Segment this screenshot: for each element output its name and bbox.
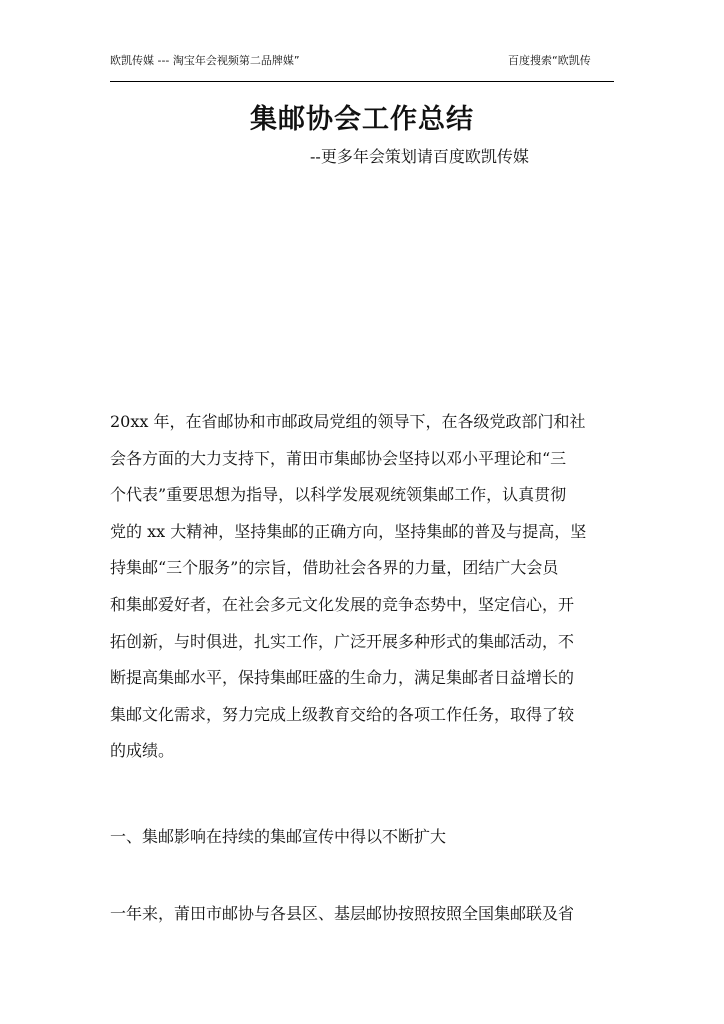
paragraph-1-line: 的成绩。 [110,741,175,761]
paragraph-1-line: 20xx 年，在省邮协和市邮政局党组的领导下，在各级党政部门和社 [110,412,586,431]
paragraph-1-line: 个代表”重要思想为指导，以科学发展观统领集邮工作，认真贯彻 [110,485,567,505]
section-heading-1: 一、集邮影响在持续的集邮宣传中得以不断扩大 [110,827,447,846]
document-title: 集邮协会工作总结 [250,104,474,135]
paragraph-1 [110,404,614,770]
paragraph-1-line: 持集邮“三个服务”的宗旨，借助社会各界的力量，团结广大会员 [110,558,559,578]
header-right-text: 百度搜索“欧凯传 [508,54,591,67]
page-header [110,51,614,82]
header-left-text: 欧凯传媒 --- 淘宝年会视频第二品牌媒” [110,54,300,67]
paragraph-1-line: 集邮文化需求，努力完成上级教育交给的各项工作任务，取得了较 [110,704,575,724]
paragraph-1-line: 党的 xx 大精神，坚持集邮的正确方向，坚持集邮的普及与提高，坚 [110,521,587,541]
paragraph-1-line: 会各方面的大力支持下，莆田市集邮协会坚持以邓小平理论和“三 [110,448,567,468]
paragraph-1-line: 和集邮爱好者，在社会多元文化发展的竞争态势中，坚定信心，开 [110,594,575,614]
paragraph-1-line: 拓创新，与时俱进，扎实工作，广泛开展多种形式的集邮活动，不 [110,631,575,651]
paragraph-2-line: 一年来，莆田市邮协与各县区、基层邮协按照按照全国集邮联及省 [110,904,575,923]
paragraph-1-line: 断提高集邮水平，保持集邮旺盛的生命力，满足集邮者日益增长的 [110,668,575,688]
document-subtitle: --更多年会策划请百度欧凯传媒 [310,147,529,166]
